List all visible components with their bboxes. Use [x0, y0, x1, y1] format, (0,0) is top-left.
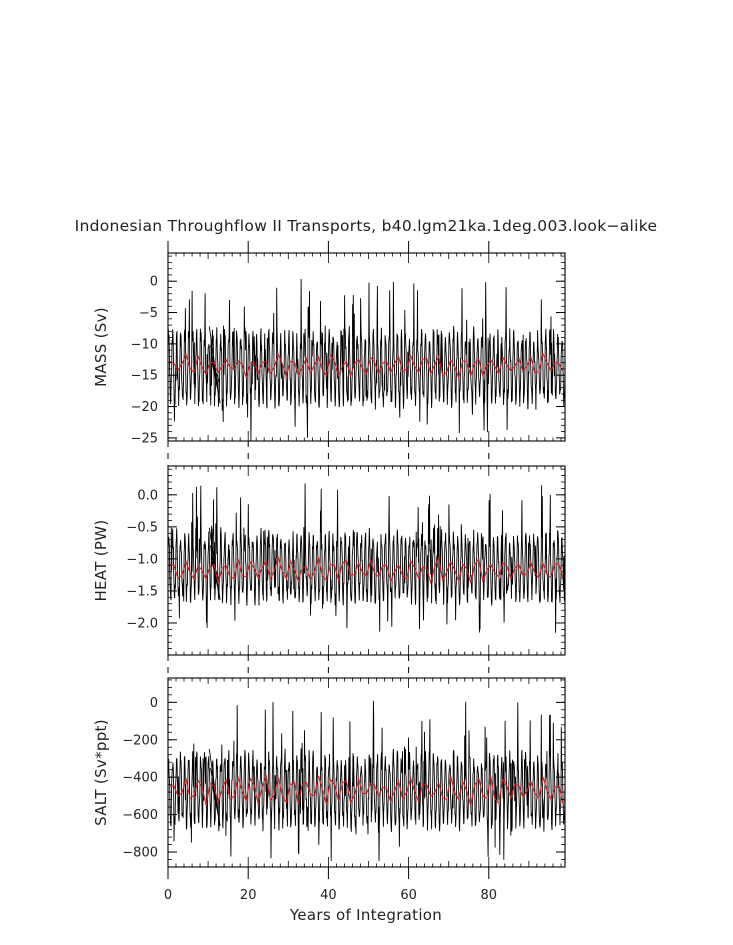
x-tick-label: 80: [480, 888, 498, 903]
panel-3: [92, 678, 565, 867]
chart-title: Indonesian Throughflow II Transports, b40.lgm21ka.1deg.003.look−alike: [74, 217, 658, 235]
x-tick-label: 0: [163, 888, 173, 903]
monthly-series-line: [168, 701, 565, 861]
monthly-series-line: [168, 279, 565, 441]
y-tick-label: −20: [130, 400, 158, 415]
y-tick-label: −400: [122, 770, 158, 786]
y-tick-label: −600: [122, 808, 158, 824]
y-tick-label: −5: [138, 306, 158, 321]
panel-2: [92, 466, 565, 655]
x-tick-label: 20: [239, 888, 257, 903]
chart-panels: [92, 253, 565, 867]
y-axis-label: SALT (Sv*ppt): [92, 719, 110, 826]
y-tick-label: −1.0: [126, 552, 158, 568]
y-tick-label: −15: [130, 368, 158, 384]
y-tick-label: −200: [122, 733, 158, 749]
y-tick-label: −0.5: [126, 520, 158, 536]
y-axis-label: HEAT (PW): [92, 519, 110, 602]
panel-frame: [168, 253, 565, 441]
y-tick-label: 0.0: [137, 488, 158, 504]
x-tick-label: 40: [320, 888, 337, 903]
panel-1: [92, 253, 565, 446]
y-tick-label: −1.5: [126, 584, 158, 600]
y-tick-label: 0: [149, 695, 158, 711]
y-tick-label: −10: [130, 337, 158, 353]
y-tick-label: −2.0: [126, 616, 158, 632]
x-tick-label: 60: [400, 888, 417, 903]
monthly-series-line: [168, 483, 565, 632]
y-tick-label: −25: [130, 431, 158, 447]
y-axis-label: MASS (Sv): [92, 307, 110, 387]
y-tick-label: 0: [149, 274, 158, 290]
y-tick-label: −800: [122, 845, 158, 861]
x-axis-label: Years of Integration: [289, 906, 443, 924]
